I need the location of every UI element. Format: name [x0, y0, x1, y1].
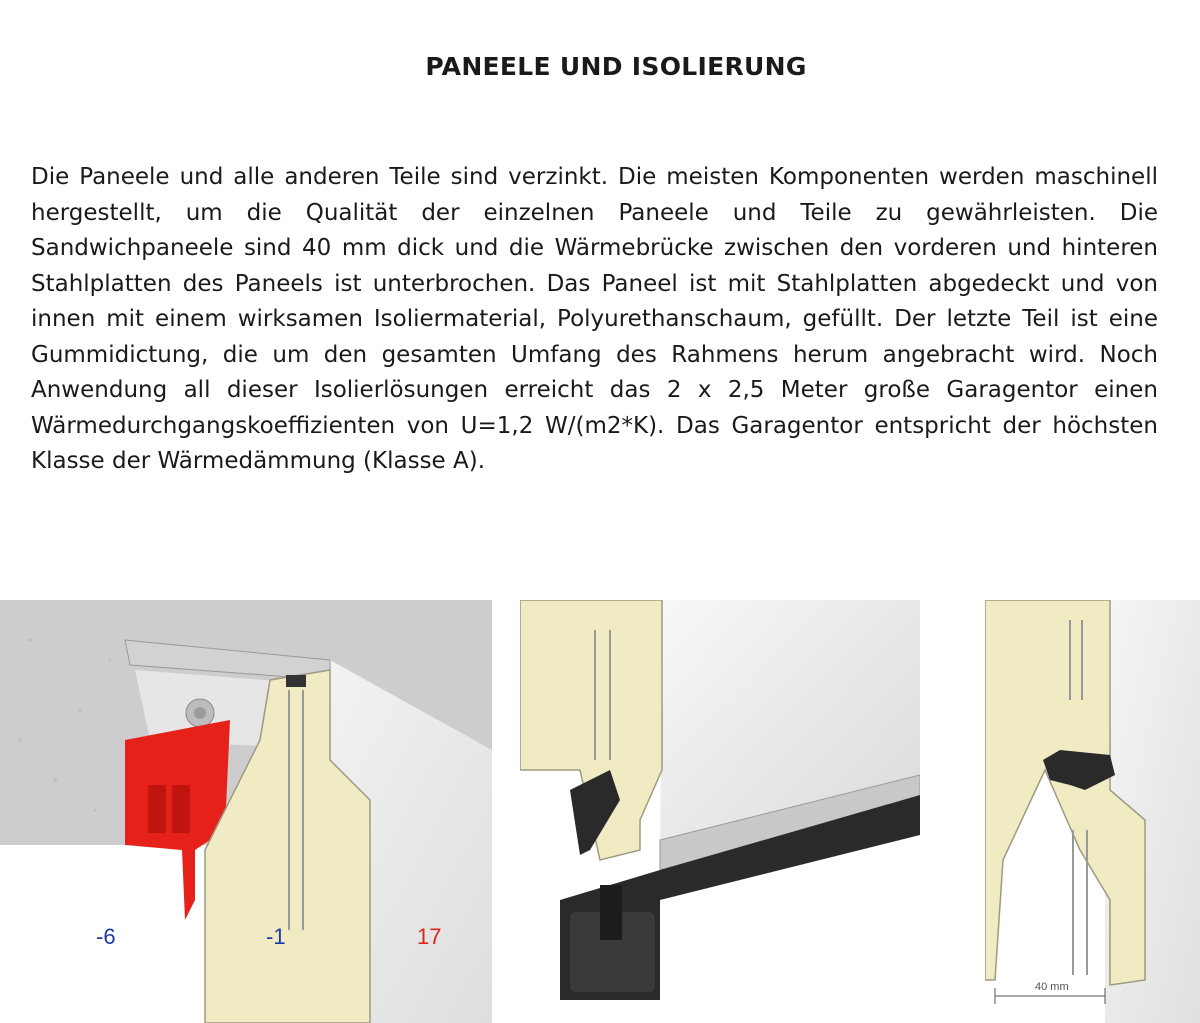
thickness-label: 40 mm: [1035, 981, 1069, 993]
body-paragraph: Die Paneele und alle anderen Teile sind verzinkt. Die meisten Komponenten werden maschinell hergestellt, um die Qualität der einzelnen Paneele und Teile zu gewährleisten. Die Sandwichpaneele sind 40 mm dick und die Wärmebrücke zwischen den vorderen und hinteren Stahlplatten des Paneels ist unterbrochen. Das Paneel ist mit Stahlplatten abgedeckt und von innen mit einem wirksamen Isoliermaterial, Polyurethanschaum, gefüllt. Der letzte Teil ist eine Gummidictung, die um den gesamten Umfang des Rahmens herum angebracht wird. Noch Anwendung all dieser Isolierlösungen erreicht das 2 x 2,5 Meter große Garagentor einen Wärmedurchgangskoeffizienten von U=1,2 W/(m2*K). Das Garagentor entspricht der höchsten Klasse der Wärmedämmung (Klasse A).: [31, 164, 1158, 474]
seal-cross-section-illustration: [0, 600, 492, 1023]
figure-panel-joint: [985, 600, 1200, 1023]
temperature-panel: -1: [266, 924, 286, 949]
temperature-outside: -6: [96, 924, 116, 949]
figure-seal-temperature: [0, 600, 492, 1023]
panel-joint-illustration: [985, 600, 1200, 1023]
temperature-inside: 17: [417, 924, 442, 949]
figure-bottom-seal: [520, 600, 920, 1023]
page-title: PANEELE UND ISOLIERUNG: [425, 52, 807, 81]
bottom-seal-illustration: [520, 600, 920, 1023]
